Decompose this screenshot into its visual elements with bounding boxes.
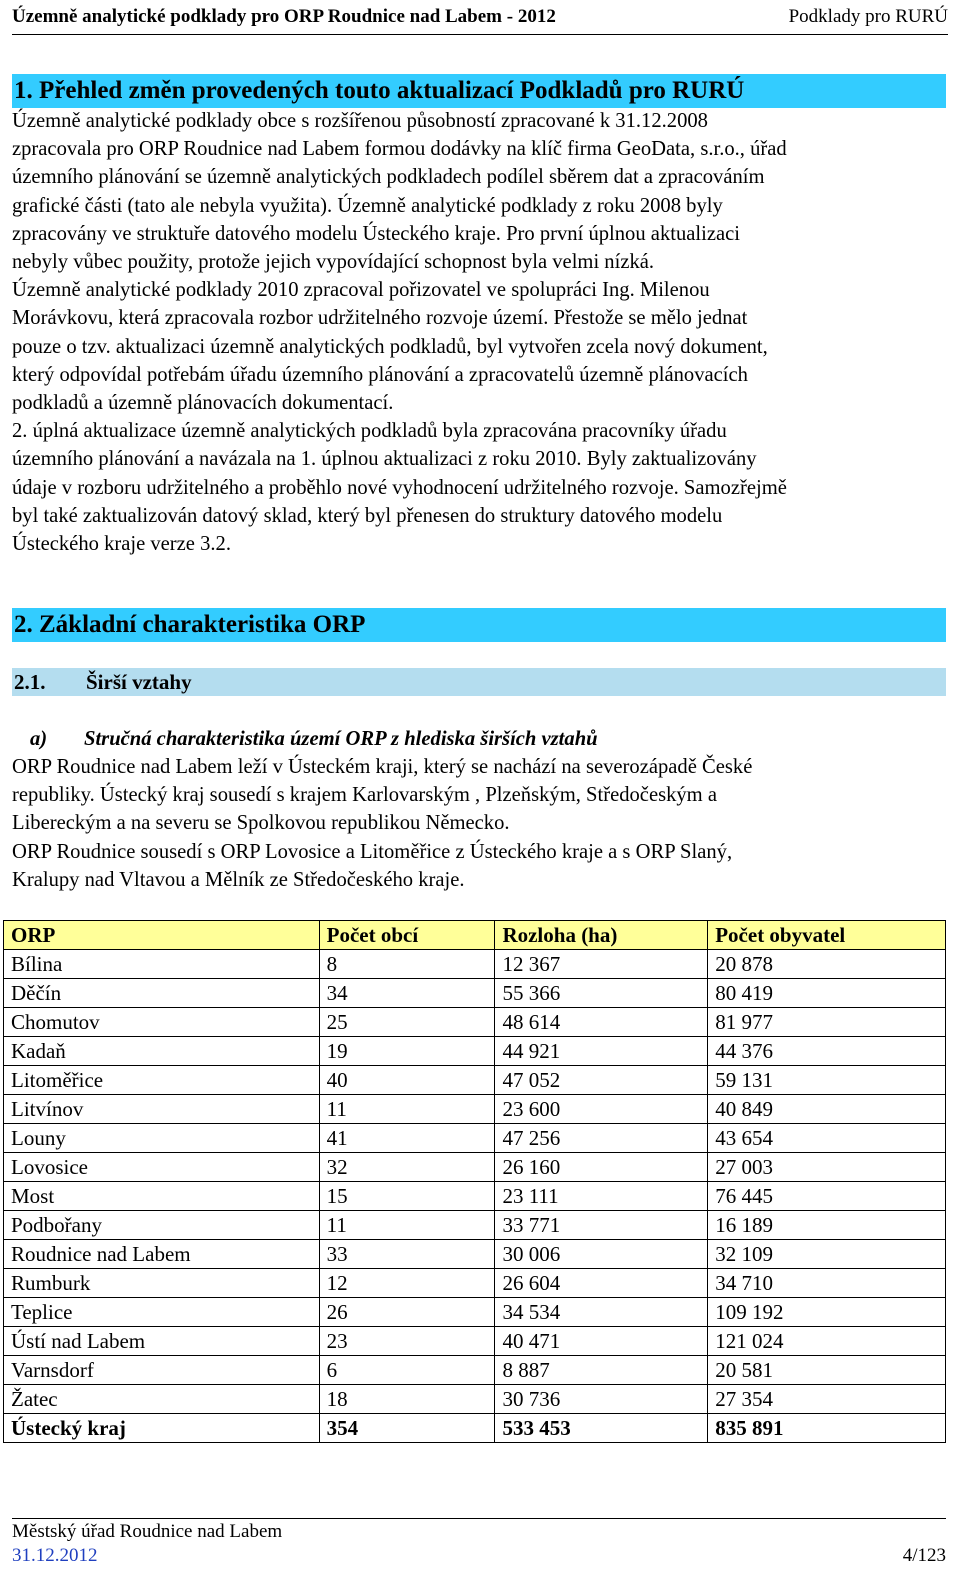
- subsection-number: 2.1.: [14, 670, 46, 694]
- table-cell: 59 131: [708, 1066, 946, 1095]
- text-line: nebyly vůbec použity, protože jejich vypovídající schopnost byla velmi nízká.: [12, 251, 655, 274]
- table-cell: 44 921: [495, 1037, 708, 1066]
- table-cell: ORP: [4, 921, 320, 950]
- table-cell: Děčín: [4, 979, 320, 1008]
- table-cell: 109 192: [708, 1298, 946, 1327]
- table-row: [4, 979, 946, 1008]
- text-line: ORP Roudnice sousedí s ORP Lovosice a Litoměřice z Ústeckého kraje a s ORP Slaný,: [12, 840, 733, 863]
- table-cell: 30 006: [495, 1240, 708, 1269]
- table-header-row: [4, 921, 946, 950]
- table-cell: 33: [319, 1240, 495, 1269]
- table-row: [4, 1182, 946, 1211]
- table-cell: 8 887: [495, 1356, 708, 1385]
- item-a-heading: [30, 725, 598, 753]
- footer-date: 31.12.2012: [12, 1545, 98, 1566]
- text-line: 2. úplná aktualizace územně analytických podkladů byla zpracována pracovníky úřadu: [12, 420, 727, 443]
- table-cell: Chomutov: [4, 1008, 320, 1037]
- table-cell: 47 256: [495, 1124, 708, 1153]
- text-line: který odpovídal potřebám úřadu územního plánování a zpracovatelů územně plánovacích: [12, 363, 748, 386]
- table-cell: 11: [319, 1211, 495, 1240]
- table-cell: 34 534: [495, 1298, 708, 1327]
- table-cell: 20 878: [708, 950, 946, 979]
- table-cell: Kadaň: [4, 1037, 320, 1066]
- table-cell: 32: [319, 1153, 495, 1182]
- table-cell: Most: [4, 1182, 320, 1211]
- table-cell: 16 189: [708, 1211, 946, 1240]
- table-cell: Žatec: [4, 1385, 320, 1414]
- table-cell: 80 419: [708, 979, 946, 1008]
- table-cell: 15: [319, 1182, 495, 1211]
- table-cell: Podbořany: [4, 1211, 320, 1240]
- table-cell: Počet obcí: [319, 921, 495, 950]
- header-right: Podklady pro RURÚ: [788, 6, 948, 27]
- item-title: Stručná charakteristika území ORP z hlediska širších vztahů: [84, 728, 598, 750]
- table-cell: 33 771: [495, 1211, 708, 1240]
- table-cell: 43 654: [708, 1124, 946, 1153]
- table-cell: 12: [319, 1269, 495, 1298]
- table-row: [4, 1298, 946, 1327]
- table-cell: Varnsdorf: [4, 1356, 320, 1385]
- table-row: [4, 1327, 946, 1356]
- table-cell: Bílina: [4, 950, 320, 979]
- page-number: 4/123: [902, 1545, 946, 1566]
- table-row: [4, 1095, 946, 1124]
- table-cell: 32 109: [708, 1240, 946, 1269]
- subsection-title: Širší vztahy: [86, 670, 192, 694]
- table-cell: 121 024: [708, 1327, 946, 1356]
- table-cell: 34: [319, 979, 495, 1008]
- table-cell: 34 710: [708, 1269, 946, 1298]
- table-row: [4, 1385, 946, 1414]
- table-cell: 40 471: [495, 1327, 708, 1356]
- text-line: grafické části (tato ale nebyla využita). Územně analytické podklady z roku 2008 byly: [12, 194, 723, 217]
- table-cell: 23: [319, 1327, 495, 1356]
- text-line: republiky. Ústecký kraj sousedí s krajem Karlovarským , Plzeňským, Středočeským a: [12, 784, 717, 807]
- table-cell: 23 111: [495, 1182, 708, 1211]
- table-cell: 20 581: [708, 1356, 946, 1385]
- table-cell: 533 453: [495, 1414, 708, 1443]
- table-cell: 47 052: [495, 1066, 708, 1095]
- table-cell: 19: [319, 1037, 495, 1066]
- text-line: podkladů a územně plánovacích dokumentací.: [12, 392, 394, 415]
- text-line: Libereckým a na severu se Spolkovou republikou Německo.: [12, 812, 510, 835]
- table-row: [4, 1124, 946, 1153]
- text-line: byl také zaktualizován datový sklad, který byl přenesen do struktury datového modelu: [12, 504, 723, 527]
- table-cell: 30 736: [495, 1385, 708, 1414]
- text-line: Morávkovu, která zpracovala rozbor udržitelného rozvoje území. Přestože se mělo jednat: [12, 307, 748, 330]
- table-cell: Teplice: [4, 1298, 320, 1327]
- table-row: [4, 1066, 946, 1095]
- table-cell: 835 891: [708, 1414, 946, 1443]
- table-row: [4, 1037, 946, 1066]
- table-cell: 27 003: [708, 1153, 946, 1182]
- text-line: územního plánování se územně analytických podkladech podílel sběrem dat a zpracováním: [12, 166, 765, 189]
- table-cell: 26 160: [495, 1153, 708, 1182]
- table-cell: 76 445: [708, 1182, 946, 1211]
- table-cell: 354: [319, 1414, 495, 1443]
- text-line: Ústeckého kraje verze 3.2.: [12, 533, 231, 556]
- page-header: [12, 4, 948, 35]
- text-line: zpracovala pro ORP Roudnice nad Labem formou dodávky na klíč firma GeoData, s.r.o., úřad: [12, 138, 787, 161]
- table-cell: 18: [319, 1385, 495, 1414]
- table-cell: 44 376: [708, 1037, 946, 1066]
- table-row: [4, 1211, 946, 1240]
- text-line: Územně analytické podklady obce s rozšířenou působností zpracované k 31.12.2008: [12, 110, 708, 132]
- table-cell: Louny: [4, 1124, 320, 1153]
- text-line: zpracovány ve struktuře datového modelu Ústeckého kraje. Pro první úplnou aktualizaci: [12, 222, 740, 245]
- table-cell: Litvínov: [4, 1095, 320, 1124]
- table-cell: 26 604: [495, 1269, 708, 1298]
- text-line: Územně analytické podklady 2010 zpracoval pořizovatel ve spolupráci Ing. Milenou: [12, 279, 710, 302]
- text-line: pouze o tzv. aktualizaci územně analytických podkladů, byl vytvořen zcela nový dokument,: [12, 335, 768, 358]
- header-title: Územně analytické podklady pro ORP Roudnice nad Labem - 2012: [12, 6, 556, 27]
- table-row: [4, 950, 946, 979]
- table-cell: 81 977: [708, 1008, 946, 1037]
- table-cell: Lovosice: [4, 1153, 320, 1182]
- page-footer: [12, 1518, 946, 1566]
- table-cell: 23 600: [495, 1095, 708, 1124]
- item-letter: a): [30, 728, 48, 750]
- table-cell: Roudnice nad Labem: [4, 1240, 320, 1269]
- table-row: [4, 1153, 946, 1182]
- table-cell: 41: [319, 1124, 495, 1153]
- table-cell: Rozloha (ha): [495, 921, 708, 950]
- text-line: Kralupy nad Vltavou a Mělník ze Středočeského kraje.: [12, 868, 465, 891]
- table-row: [4, 1008, 946, 1037]
- text-line: územního plánování a navázala na 1. úplnou aktualizaci z roku 2010. Byly zaktualizovány: [12, 448, 757, 471]
- table-cell: 40: [319, 1066, 495, 1095]
- table-cell: 40 849: [708, 1095, 946, 1124]
- table-cell: 12 367: [495, 950, 708, 979]
- table-cell: Rumburk: [4, 1269, 320, 1298]
- table-cell: 48 614: [495, 1008, 708, 1037]
- footer-office: Městský úřad Roudnice nad Labem: [12, 1521, 283, 1542]
- table-row: [4, 1269, 946, 1298]
- table-row: [4, 1240, 946, 1269]
- text-line: údaje v rozboru udržitelného a proběhlo nové vyhodnocení udržitelného rozvoje. Samozřejmě: [12, 476, 787, 499]
- table-cell: Počet obyvatel: [708, 921, 946, 950]
- section-2-heading: 2. Základní charakteristika ORP: [12, 608, 946, 642]
- table-cell: Ústí nad Labem: [4, 1327, 320, 1356]
- table-cell: Litoměřice: [4, 1066, 320, 1095]
- table-cell: 8: [319, 950, 495, 979]
- section-1-text: [12, 107, 946, 558]
- table-cell: 11: [319, 1095, 495, 1124]
- orp-table: [3, 920, 946, 1443]
- subsection-2-1-heading: [12, 668, 946, 696]
- table-cell: 26: [319, 1298, 495, 1327]
- table-total-row: [4, 1414, 946, 1443]
- table-cell: 6: [319, 1356, 495, 1385]
- section-2-text: [12, 753, 946, 894]
- table-row: [4, 1356, 946, 1385]
- table-cell: 25: [319, 1008, 495, 1037]
- table-cell: 27 354: [708, 1385, 946, 1414]
- table-cell: 55 366: [495, 979, 708, 1008]
- text-line: ORP Roudnice nad Labem leží v Ústeckém kraji, který se nachází na severozápadě České: [12, 756, 753, 778]
- section-1-heading: 1. Přehled změn provedených touto aktualizací Podkladů pro RURÚ: [12, 74, 946, 108]
- table-cell: Ústecký kraj: [4, 1414, 320, 1443]
